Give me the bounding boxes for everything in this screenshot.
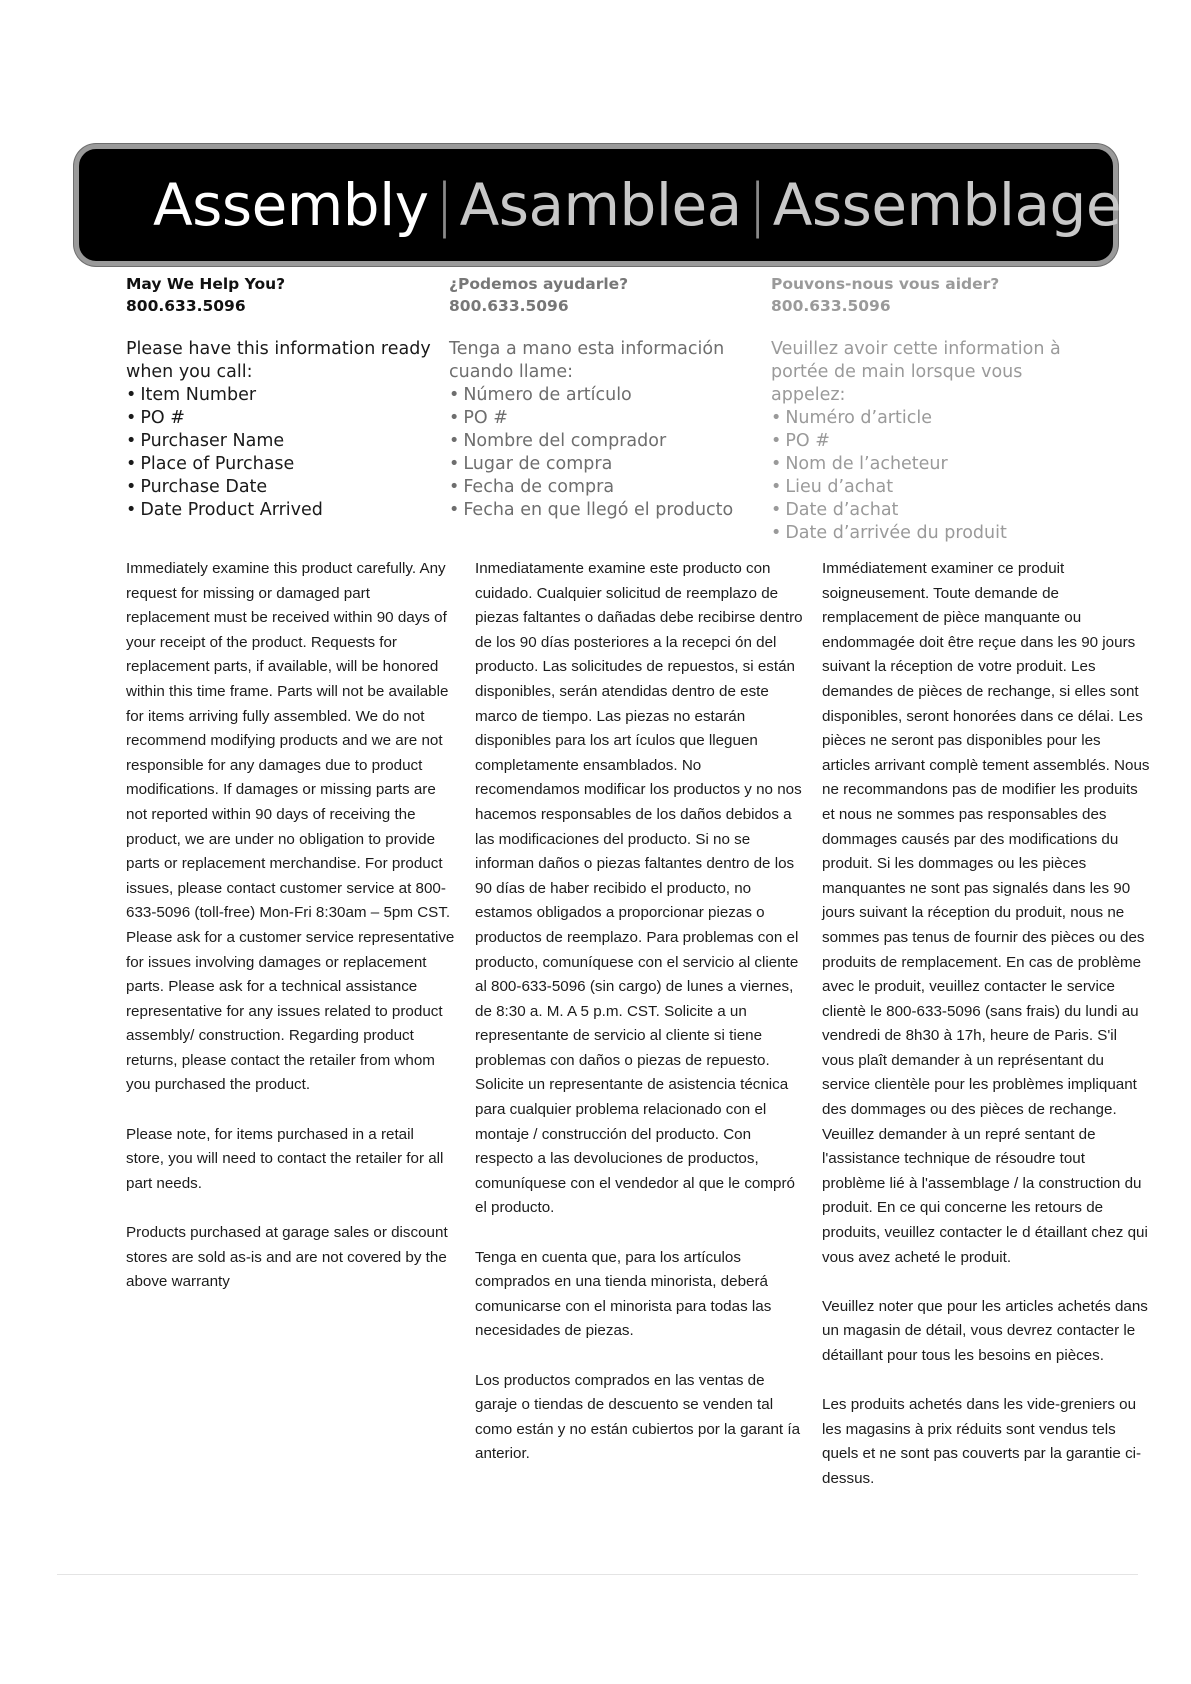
paragraph: Tenga en cuenta que, para los artículos comprados en una tienda minorista, deberá comunicarse con el minorista para todas las necesidades de piezas.: [475, 1248, 772, 1340]
warranty-text-english: [126, 557, 456, 1319]
list-item: • Fecha en que llegó el producto: [449, 499, 779, 522]
title-spanish: Asamblea: [459, 171, 742, 239]
info-block: [126, 338, 456, 522]
help-heading: Pouvons-nous vous aider?: [771, 275, 1000, 293]
paragraph: Products purchased at garage sales or discount stores are sold as-is and are not covered by the above warranty: [126, 1224, 448, 1291]
paragraph: Please note, for items purchased in a retail store, you will need to contact the retailer for all part needs.: [126, 1125, 444, 1192]
paragraph: Los productos comprados en las ventas de garaje o tiendas de descuento se venden tal como están y no están cubiertos por la garant ía anterior.: [475, 1371, 801, 1463]
list-item: • Date d’achat: [771, 499, 1091, 522]
help-phone: 800.633.5096: [771, 297, 891, 315]
title-french: Assemblage: [772, 171, 1122, 239]
list-item: • Purchaser Name: [126, 430, 456, 453]
info-list: [449, 384, 779, 522]
info-intro: Please have this information ready when you call:: [126, 339, 431, 382]
list-item: • Nom de l’acheteur: [771, 453, 1091, 476]
list-item: • Lugar de compra: [449, 453, 779, 476]
help-heading: May We Help You?: [126, 275, 286, 293]
info-list: [771, 407, 1091, 545]
list-item: • Número de artículo: [449, 384, 779, 407]
list-item: • Date d’arrivée du produit: [771, 522, 1091, 545]
info-intro: Tenga a mano esta información cuando llame:: [449, 339, 725, 382]
paragraph: Les produits achetés dans les vide-greniers ou les magasins à prix réduits sont vendus tels quels et ne sont pas couverts par la garantie ci-dessus.: [822, 1396, 1142, 1487]
list-item: • Purchase Date: [126, 476, 456, 499]
list-item: • Item Number: [126, 384, 456, 407]
title-separator: |: [747, 171, 767, 239]
info-intro: Veuillez avoir cette information à portée de main lorsque vous appelez:: [771, 339, 1061, 405]
list-item: • Fecha de compra: [449, 476, 779, 499]
list-item: • PO #: [771, 430, 1091, 453]
list-item: • Lieu d’achat: [771, 476, 1091, 499]
warranty-text-french: [822, 557, 1152, 1516]
contact-column-french: [771, 273, 1091, 545]
list-item: • Place of Purchase: [126, 453, 456, 476]
title-separator: |: [434, 171, 454, 239]
list-item: • PO #: [126, 407, 456, 430]
list-item: • PO #: [449, 407, 779, 430]
footer-divider: [57, 1574, 1138, 1575]
help-phone: 800.633.5096: [126, 297, 246, 315]
title-banner: [74, 144, 1122, 266]
paragraph: Inmediatamente examine este producto con cuidado. Cualquier solicitud de reemplazo de piezas faltantes o dañadas debe recibirse dentro de los 90 días posteriores a la recepci ón del producto. Las solicitudes de repuestos, si están disponibles, serán atendidas dentro de este marco de tiempo. Las piezas no estarán disponibles para los art ículos que lleguen completamente ensamblados. No recomendamos modificar los productos y no nos hacemos responsables de los daños debidos a las modificaciones del producto. Si no se informan daños o piezas faltantes dentro de los 90 días de haber recibido el producto, no estamos obligados a proporcionar piezas o productos de reemplazo. Para problemas con el producto, comuníquese con el servicio al cliente al 800-633-5096 (sin cargo) de lunes a viernes, de 8:30 a. M. A 5 p.m. CST. Solicite a un representante de servicio al cliente si tiene problemas con daños o piezas de repuesto. Solicite un representante de asistencia técnica para cualquier problema relacionado con el montaje / construcción del producto. Con respecto a las devoluciones de productos, comuníquese con el vendedor al que le compró el producto.: [475, 560, 803, 1217]
paragraph: Veuillez noter que pour les articles achetés dans un magasin de détail, vous devrez contacter le détaillant pour tous les besoins en pièces.: [822, 1297, 1148, 1364]
contact-column-spanish: [449, 273, 779, 522]
paragraph: Immediately examine this product carefully. Any request for missing or damaged part replacement must be received within 90 days of your receipt of the product. Requests for replacement parts, if available, will be honored within this time frame. Parts will not be available for items arriving fully assembled. We do not recommend modifying products and we are not responsible for any damages due to product modifications. If damages or missing parts are not reported within 90 days of receiving the product, we are under no obligation to provide parts or replacement merchandise. For product issues, please contact customer service at 800-633-5096 (toll-free) Mon-Fri 8:30am – 5pm CST. Please ask for a customer service representative for issues involving damages or replacement parts. Please ask for a technical assistance representative for any issues related to product assembly/ construction. Regarding product returns, please contact the retailer from whom you purchased the product.: [126, 560, 455, 1094]
info-list: [126, 384, 456, 522]
list-item: • Date Product Arrived: [126, 499, 456, 522]
list-item: • Numéro d’article: [771, 407, 1091, 430]
page-title: [153, 171, 1122, 239]
info-block: [449, 338, 779, 522]
warranty-text-spanish: [475, 557, 807, 1492]
title-english: Assembly: [153, 171, 429, 239]
info-block: [771, 338, 1091, 545]
list-item: • Nombre del comprador: [449, 430, 779, 453]
help-phone: 800.633.5096: [449, 297, 569, 315]
paragraph: Immédiatement examiner ce produit soigneusement. Toute demande de remplacement de pièce manquante ou endommagée doit être reçue dans les 90 jours suivant la réception de votre produit. Les demandes de pièces de rechange, si elles sont disponibles, seront honorées dans ce délai. Les pièces ne seront pas disponibles pour les articles arrivant complè tement assemblés. Nous ne recommandons pas de modifier les produits et nous ne sommes pas responsables des dommages causés par des modifications du produit. Si les dommages ou les pièces manquantes ne sont pas signalés dans les 90 jours suivant la réception du produit, nous ne sommes pas tenus de fournir des pièces ou des produits de remplacement. En cas de problème avec le produit, veuillez contacter le service clientè le 800-633-5096 (sans frais) du lundi au vendredi de 8h30 à 17h, heure de Paris. S'il vous plaît demander à un représentant du service clientèle pour les problèmes impliquant des dommages ou des pièces de rechange. Veuillez demander à un repré sentant de l'assistance technique de résoudre tout problème lié à l'assemblage / la construction du produit. En ce qui concerne les retours de produits, veuillez contacter le d étaillant chez qui vous avez acheté le produit.: [822, 560, 1150, 1266]
contact-column-english: [126, 273, 456, 522]
help-heading: ¿Podemos ayudarle?: [449, 275, 629, 293]
